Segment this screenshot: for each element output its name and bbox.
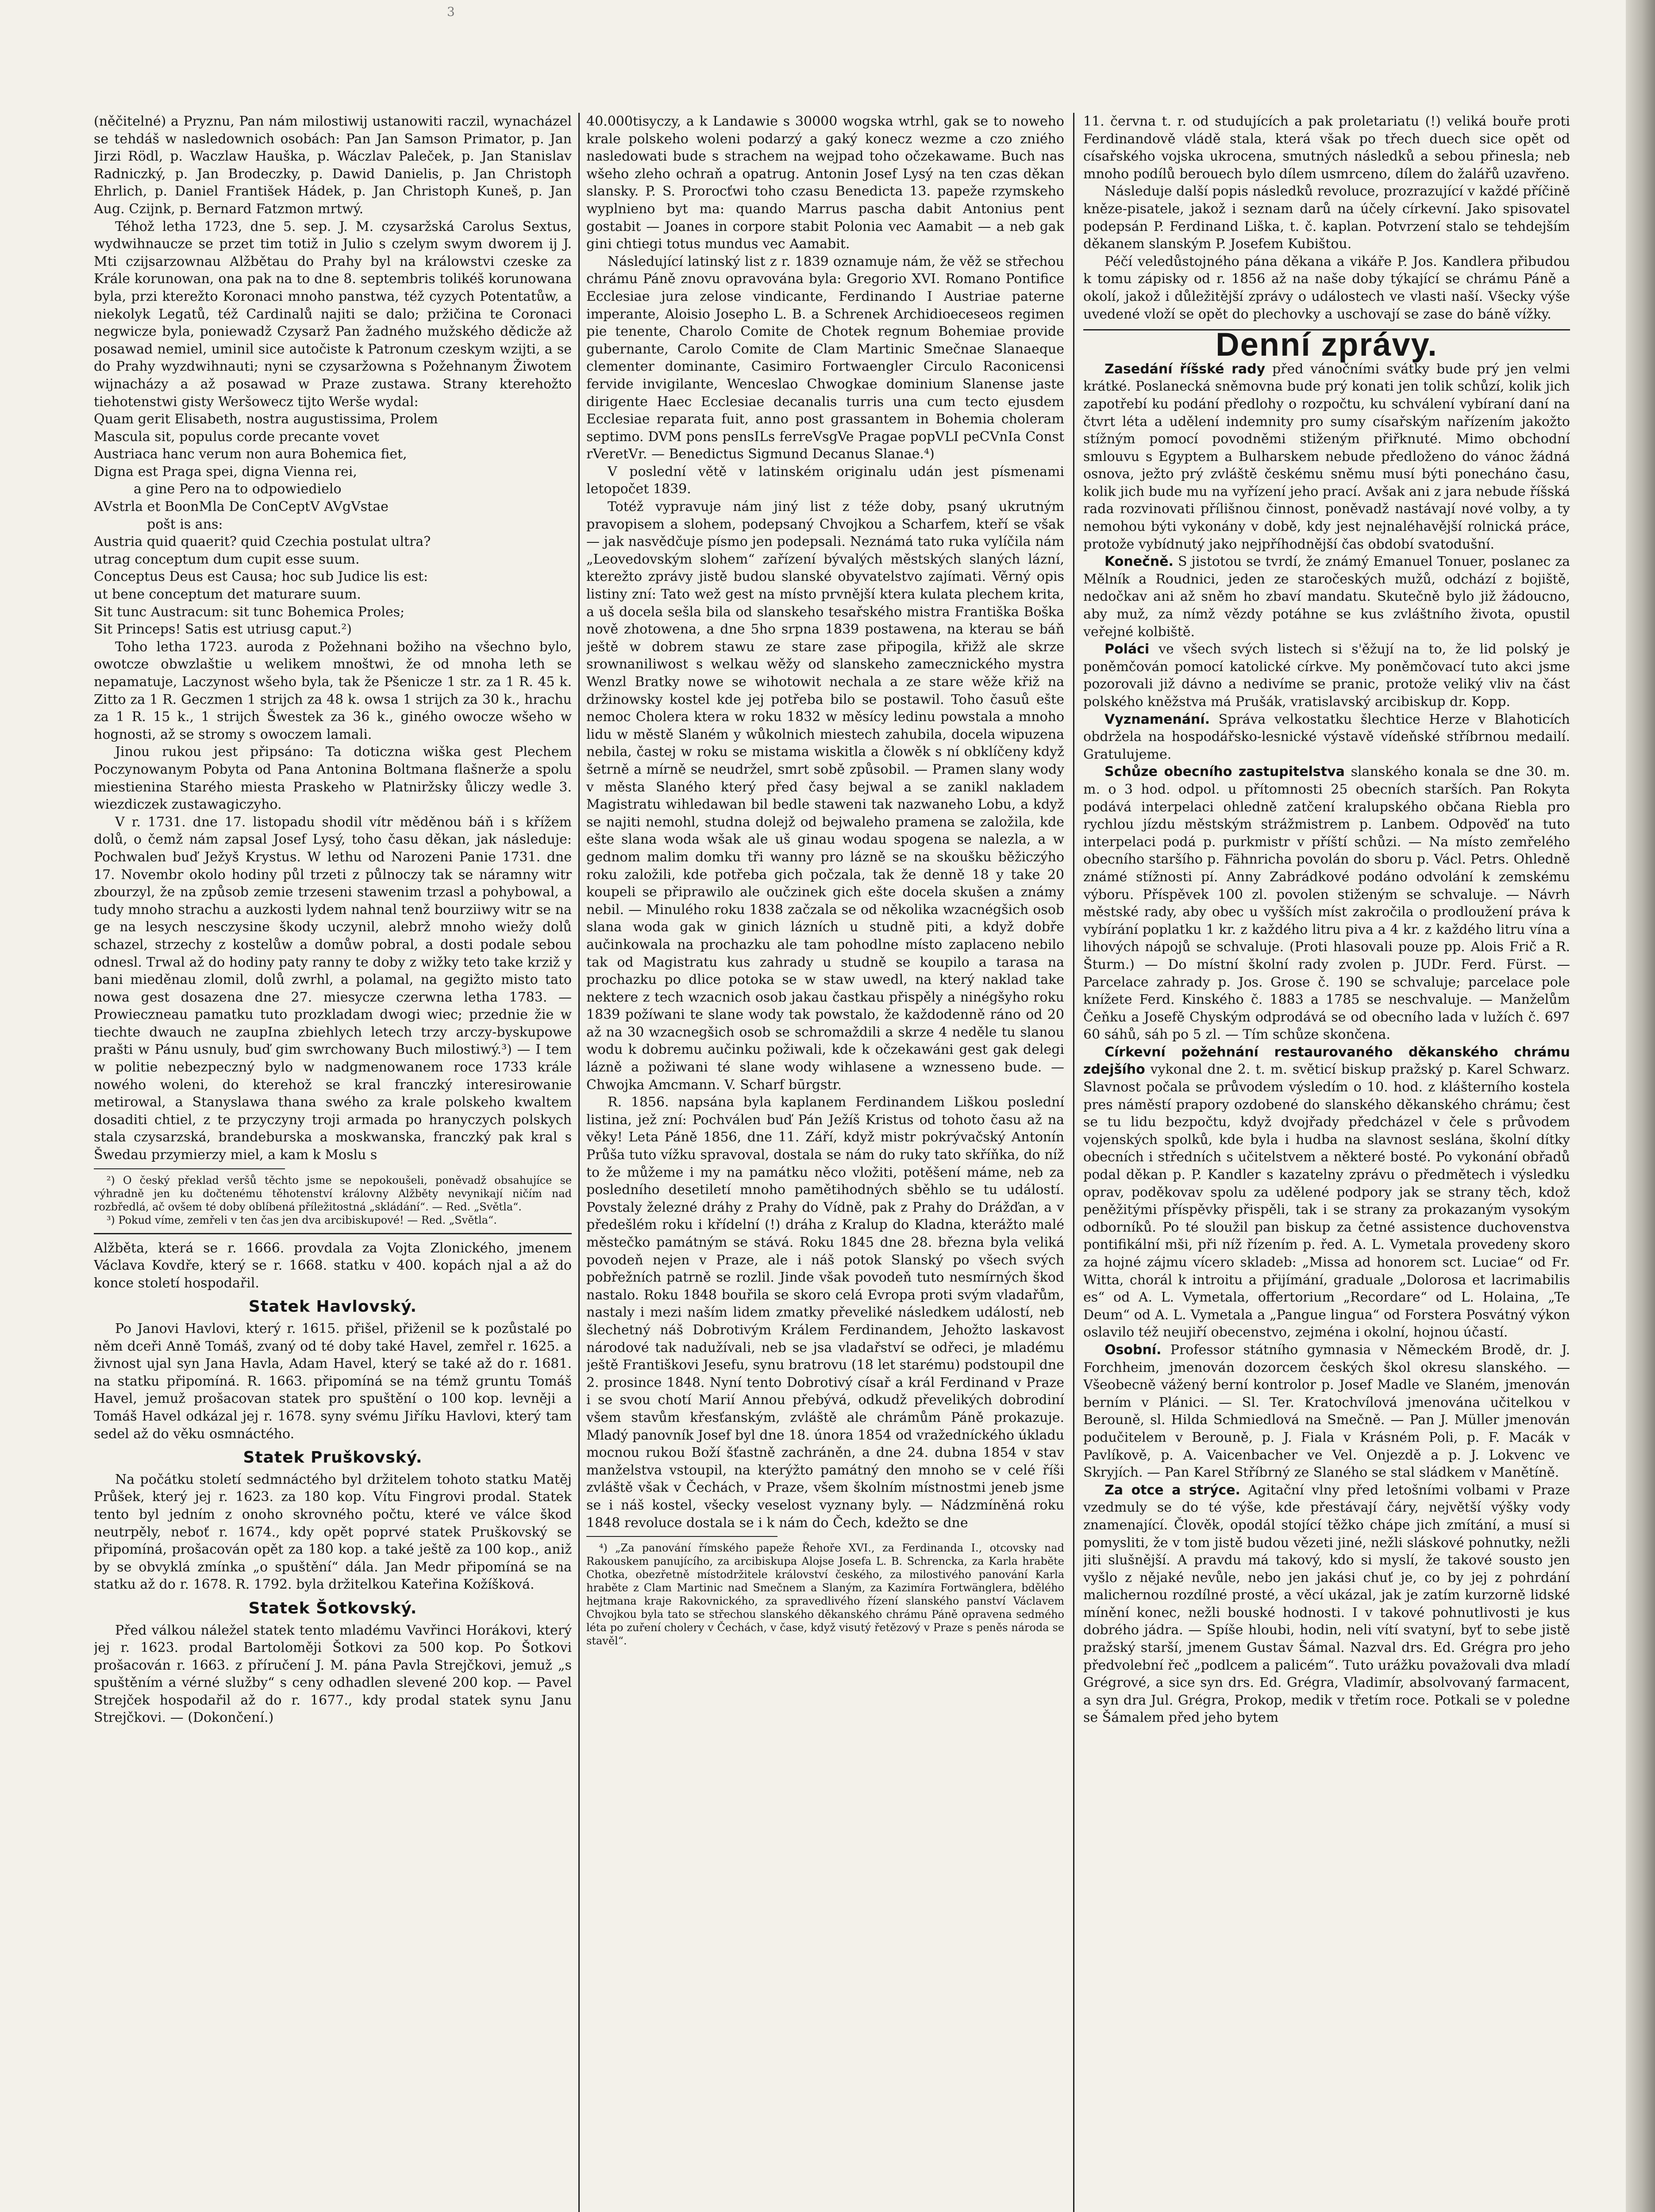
news-item: [1083, 641, 1570, 710]
news-item-text: slanského konala se dne 30. m. m. o 3 hod. odpol. u přítomnosti 25 obecních starších. Pan Rokyta podává interpelaci ohledně zatčení kralupského občana Riebla pro rychlou jízdu městským strážmistrem p. Lanbem. Odpověď na tuto interpelaci podá p. purkmistr v příští schůzi. — Na místo zemřelého obecního staršího p. Fähnricha povolán do sboru p. Václ. Petrs. Ohledně známé stížnosti pí. Anny Zabrádkové podáno odvolání k zemskému výboru. Příspěvek 100 zl. povolen stiženým se schvaluje. — Návrh městské rady, aby obec u vyšších míst zakročila o prodloužení práva k vybírání poplatku 1 kr. z každého litru piva a 4 kr. z každého litru vína a lihových nápojů se schvaluje. (Proti hlasovali pouze pp. Alois Frič a R. Šturm.) — Do místní školní rady zvolen p. JUDr. Ferd. Fürst. — Parcelace zahrady p. Jos. Grose č. 190 se schvaluje; parcelace pole knížete Ferd. Kinského č. 1883 a 1785 se neschvaluje. — Manželům Čeňku a Josefě Chyským odprodává se od obecního lada v lužích č. 697 60 sáhů, sáh po 5 zl. — Tím schůze skončena.: [1083, 764, 1570, 1043]
footnotes: [94, 1174, 572, 1227]
verse-line: Austria quid quaerit? quid Czechia postulat ultra?: [94, 534, 431, 550]
column-rule-2: [1073, 113, 1074, 2212]
news-item-heading: Poláci: [1105, 641, 1150, 657]
footnotes: [586, 1541, 1064, 1647]
verse-line: Sit tunc Austracum: sit tunc Bohemica Proles;: [94, 604, 405, 620]
news-item-text: S jistotou se tvrdí, že známý Emanuel Tonuer, poslanec za Mělník a Roudnici, jeden ze staročeských mužů, odchází z bojiště, nedočkav ani až sněm ho zbaví mandatu. Skutečně bylo již žádoucno, aby muž, za nímž vězdy potáhne se kus zvláštního života, opustil veřejné kolbiště.: [1083, 554, 1570, 640]
col1-paragraph: Jinou rukou jest připsáno: Ta doticzna wiška gest Plechem Poczynowanym Pobyta od Pana Antonina Boltmana flašnerže a spolu miestienina Starého miesta Praskeho w Platniržsky ůliczy wedle 3. wiezdiczek zustawagiczyho.: [94, 744, 572, 813]
footnote-3: ³) Pokud víme, zemřeli v ten čas jen dva arcibiskupové! — Red. „Světla“.: [106, 1214, 497, 1226]
news-item-heading: Vyznamenání.: [1105, 711, 1210, 727]
column-3: [1083, 113, 1570, 2212]
verse-line: a gine Pero na to odpowiedielo: [134, 481, 342, 497]
footnote-rule: [586, 1536, 777, 1537]
news-item: [1083, 1482, 1570, 1727]
news-item: [1083, 711, 1570, 764]
verse-line: Austriaca hanc verum non aura Bohemica fiet,: [94, 446, 407, 462]
col2-paragraph: V poslední větě v latinském originalu udán jest písmenami letopočet 1839.: [586, 464, 1064, 497]
footnote-4: ⁴) „Za panování římského papeže Řehoře XVI., za Ferdinanda I., otcovsky nad Rakouskem panujícího, za arcibiskupa Alojse Josefa L. B. Schrencka, za Karla hraběte Chotka, obezřetně místodržitele království českého, za milostivého panování Karla hraběte z Clam Martinic nad Smečnem a Slaným, za Kazimíra Fortwänglera, bdělého hejtmana kraje Rakovnického, za spravedlivého řízení slanského panství Václavem Chvojkou byla tato se střechou slanského děkanského chrámu Páně opravena sedmého léta po zuření cholery v Čechách, v čase, když visutý řetězový v Praze s peněs národa se stavěl“.: [586, 1542, 1064, 1647]
col3-paragraph: 11. června t. r. od studujících a pak proletariatu (!) veliká bouře proti Ferdinandově vládě stala, která však po třech duech sice opět od císařského vojska ukrocena, smutných následků a sebou přinesla; neb mnoho podílů berouech bylo dílem usmrceno, dílem do žalářů uzavřeno.: [1083, 114, 1570, 182]
latin-verse: [94, 411, 572, 638]
verse-line: Mascula sit, populus corde precante vovet: [94, 429, 380, 445]
col1-paragraph: Po Janovi Havlovi, který r. 1615. přišel, přiženil se k pozůstalé po něm dceři Anně Tomáš, zvaný od té doby také Havel, zemřel r. 1625. a živnost ujal syn Jana Havla, Adam Havel, který se také až do r. 1681. na statku připomíná. R. 1663. připomíná se na témž gruntu Tomáš Havel, jemuž prošacovan statek pro spuštění o 100 kop. levněji a Tomáš Havel odkázal jej r. 1678. syny svému Jiříku Havlovi, který tam sedel až do věku osmnáctého.: [94, 1321, 572, 1442]
subheading-sotkovsky: Statek Šotkovský.: [248, 1599, 417, 1617]
col1-paragraph: V r. 1731. dne 17. listopadu shodil vítr měděnou báň i s křížem dolů, o čemž nám zapsal Josef Lysý, toho času děkan, jak následuje: Pochwalen buď Ježyš Krystus. W lethu od Narozeni Panie 1731. dne 17. Novembr okolo hodiny půl trzeti z půlnoczy tak se náramny witr zbourzyl, že na způsob zemie trzeseni stawenim trzasl a pohybowal, a tudy mnoho strachu a auzkosti lydem nahnal tenž bourziiwy witr se na ge na lesych nesczysine škody uczynil, alebrž mnoho wiežy dolů schazel, strzechy z kostelůw a domůw pobral, a dosti podale sebou odnesl. Trwal až do hodiny paty ranny te doby z wižky teto take krziž y bani mieděnau zlomil, dolů zwrhl, a polamal, na gegižto misto tato nowa gest dosazena dne 27. miesycze czerwna letha 1783. — Prowieczneau pamatku tuto prozkladam dwogi wiec; przednie žie w tiechte dwauch ne zaupIna zbiehlych letech trzy arczy-byskupowe prašti w Pánu usnuly, buď gim swrchowany Buch milostiwý.³) — I tem w politie nebezpeczný bylo w nadgmenowanem roce 1733 krále nowého woleni, do kterehož se kral franczký interesirowanie metirowal, a Stanyslawa thana swého za krale polskeho kwaltem dosaditi chtiel, z te przyczyny troji armada po hranyczych polskych stala czysarzská, brandeburska a moskwanska, franczký pak kral s Šwedau przymierzy miel, a kam k Moslu s: [94, 814, 572, 1163]
news-item-heading: Zasedání říšské rady: [1105, 361, 1266, 377]
col2-paragraph: Následující latinský list z r. 1839 oznamuje nám, že věž se střechou chrámu Páně znovu opravována byla: Gregorio XVI. Romano Pontifice Ecclesiae jura zelose vindicante, Ferdinando I Austriae paterne imperante, Aloisio Josepho L. B. a Schrenek Archidioeceseos regimen pie tenente, Charolo Comite de Chotek regnum Bohemiae provide gubernante, Carolo Comite de Clam Martinic Smečnae Slanaeque clementer dominante, Casimiro Fortwaengler Circulo Raconicensi fervide invigilante, Wenceslao Chwogkae dominium Slanense jaste dirigente Haec Ecclesiae decanalis turris una cum tecto ejusdem Ecclesiae reparata fuit, anno post grassantem in Bohemia choleram septimo. DVM pons pensILs ferreVsgVe Pragae popVLI peCVnIa Const rVeretVr. — Benedictus Sigmund Decanus Slanae.⁴): [586, 253, 1064, 462]
verse-line: pošt is ans:: [147, 516, 223, 532]
news-item: [1083, 1044, 1570, 1341]
news-item-text: ve všech svých listech si s'ěžují na to, že lid polský je poněmčován pomocí katolické církve. My poněmčovací tuto akci jsme pozorovali již dávno a nedivíme se pranic, protože veliký vliv na část polského kněžstva má Prušák, vratislavský arcibiskup dr. Kopp.: [1083, 641, 1570, 710]
news-item-text: Správa velkostatku šlechtice Herze v Blahoticích obdržela na hospodářsko-lesnické výstavě vídeňské stříbrnou medailí. Gratulujeme.: [1083, 711, 1570, 762]
news-item: [1083, 763, 1570, 1044]
col1-paragraph: Toho letha 1723. auroda z Požehnani božiho na všechno bylo, owotcze obwzlaštie u welikem mnoštwi, že od mnoha leth se nepamatuje, Laczynost wšeho byla, tak že Pšenicze 1 str. za 1 R. 45 k. Zitto za 1 R. Geczmen 1 strijch za 48 k. owsa 1 strijch za 30 k., hrachu za 1 R. 15 k., 1 strijch Šwestek za 36 k., giného owocze wšeho w hognosti, až se stromy s owoczem lamali.: [94, 639, 572, 742]
news-item-heading: Schůze obecního zastupitelstva: [1105, 764, 1345, 780]
verse-line: Digna est Praga spei, digna Vienna rei,: [94, 464, 357, 480]
news-item-heading: Za otce a strýce.: [1105, 1482, 1240, 1498]
news-item-text: Professor státního gymnasia v Německém Brodě, dr. J. Forchheim, jmenován dozorcem českých škol okresu slanského. — Všeobecně vážený berní kontrolor p. Josef Madle ve Slaném, jmenován berním v Plánici. — Sl. Ter. Kratochvílová jmenována učitelkou v Berouně, sl. Hilda Schmiedlová na Smečně. — Pan J. Müller jmenován podučitelem v Berouně, p. J. Fiala v Krásném Poli, p. F. Macák v Pavlíkově, p. A. Vaicenbacher ve Vel. Onjezdě a p. J. Lokvenc ve Skryjích. — Pan Karel Stříbrný ze Slaného se stal sládkem v Manětíně.: [1083, 1342, 1570, 1481]
section-title-denni-zpravy: Denní zprávy.: [1216, 326, 1438, 363]
page-number: 3: [447, 4, 455, 19]
col2-paragraph: 40.000tisyczy, a k Landawie s 30000 wogska wtrhl, gak se to noweho krale polskeho woleni podarzý a gaký konecz wezme a czo zniého nasledowati bude s strachem na wejpad toho očzekawame. Buch nas wšeho zleho ochraň a opatrug. Antonin Josef Lysý na ten czas děkan slansky. P. S. Prorocťwi toho czasu Benedicta 13. papeže rzymskeho wyplnieno byt ma: quando Marrus pascha dabit Antonius pent gostabit — Joanes in corpore stabit Polonia vec Aamabit — a neb gak gini chtiegi totus mundus vec Aamabit.: [586, 114, 1064, 252]
news-item: [1083, 361, 1570, 553]
column-rule-1: [578, 113, 580, 2212]
subheading-pruskovsky: Statek Pruškovský.: [243, 1448, 423, 1467]
scan-edge-shadow: [1626, 0, 1655, 2212]
verse-line: Sit Princeps! Satis est utriusg caput.²): [94, 622, 352, 637]
verse-line: AVstrla et BoonMla De ConCeptV AVgVstae: [94, 499, 389, 515]
col1-paragraph: Na počátku století sedmnáctého byl držitelem tohoto statku Matěj Průšek, který jej r. 1623. za 180 kop. Vítu Fingrovi prodal. Statek tento byl jedním z onoho skrovného počtu, které ve válce škod neutrpěly, neboť r. 1674., kdy opět poprvé statek Pruškovský se připomíná, prošacován opět za 180 kop. a také ještě za 100 kop., aniž by se obvyklá zmínka „o spuštění“ dála. Jan Medr připomíná se na statku až do r. 1678. R. 1792. byla držitelkou Kateřina Kožíšková.: [94, 1471, 572, 1593]
col2-paragraph: Totéž vypravuje nám jiný list z téže doby, psaný ukrutným pravopisem a slohem, podepsaný Chvojkou a Scharfem, kteří se však — jak nasvědčuje písmo jen podepsali. Neznámá tato ruka vylíčila nám „Leovedovským slohem“ zařízení bývalých městských slaných lázní, kterežto zprávy jistě budou slanské obyvatelstvo zajímati. Věrný opis listiny zní: Tato wež gest na místo prvnější ktera kulata plechem krita, a uš docela sešla bila od slanskeho tesařského mistra Františka Boška nově zhotowena, a dne 5ho srpna 1839 postawena, na kterau se báň ještě w dobrem stawu ze stare zase připogila, křižž ale skrze srownaniliwost s welkau wěžy od slanskeho zamecznického mystra Wenzl Bratky nowe se wihotowit nechala a ze stare wěže křiž na držinowsky kostel kde jej potřeba bilo se postawil. Toho časuů ešte nemoc Cholera ktera w roku 1832 w měsícy ledinu powstala a mnoho lidu w městě Slaném y wůkolnich miestech zahubila, docela wipuzena nebila, častej w roku se mistama wiskitla a člowěk s ní obklíčeny když šetrně a mírně se neudržel, smrt sobě způsobil. — Pramen slany wody v města Slaného který před časy bejwal a se zanikl nakladem Magistratu wihledawan bil bedle staweni tak nazwaneho Lobu, a když se najiti nemohl, studna dolejž od bejwaleho pramena se založila, kde ešte slana woda wšak ale uš ginau wodau spogena se nalezla, a w gednom malim domku tři wanny pro lázně se na skoušku běžiczýho roku založili, kde potřeba gich počzala, tak že denně 18 y take 20 koupeli se připrawilo ale oučzinek gich ešte docela skušen a známy nebil. — Minulého roku 1838 začzala se od několika wzacnégšich osob slana woda gak w ginich lázních u studně piti, a když dobře aučinkowala na prochazku ale tam pohodlne místo zaplaceno nebilo tak od Magistratu kus zahrady u studně se koupilo a tarasa na prochazku po dlice potoka se w staw uwedl, na který naklad take nektere z tech wzacnich osob jakau častkau přispěly a ninégšyho roku 1839 požíwani te slane wody tak powstalo, že každodenně ráno od 20 až na 30 wzacnegšich osob se schromaždili a skrze 4 neděle tu slanou wodu k dobremu aučinku požiwali, kde k očzekawáni gest gak delegi lázně a požiwani té slane wody wihlasene a wznesseno bude. — Chwojka Amcmann. V. Scharf būrgstr.: [586, 499, 1064, 1093]
col1-paragraph: (něčitelné) a Pryznu, Pan nám milostiwij ustanowiti raczil, wynacházel se tehdáš w nasledownich osobách: Pan Jan Samson Primator, p. Jan Jirzi Rödl, p. Waczlaw Hauška, p. Wáczlav Paleček, p. Jan Stanislav Radniczký, p. Jan Brodeczky, p. Dawid Danielis, p. Jan Christoph Ehrlich, p. Daniel František Hádek, p. Jan Christoph Kuneš, p. Jan Aug. Czijnk, p. Bernard Fatzmon mrtwý.: [94, 114, 572, 217]
news-item-heading: Církevní požehnání restaurovaného děkanského chrámu zdejšího: [1083, 1044, 1570, 1078]
column-1: [94, 113, 572, 2212]
news-item-heading: Osobní.: [1105, 1342, 1162, 1358]
section-rule: [94, 1233, 572, 1234]
verse-line: Conceptus Deus est Causa; hoc sub Judice lis est:: [94, 569, 428, 585]
col3-paragraph: Následuje další popis následků revoluce, prozrazující v každé příčině kněze-pisatele, jakož i seznam darů na účely církevní. Jako spisovatel podepsán P. Ferdinand Liška, t. č. kaplan. Potvrzení stalo se tehdejším děkanem slanským P. Josefem Kubištou.: [1083, 184, 1570, 252]
col2-paragraph: R. 1856. napsána byla kaplanem Ferdinandem Liškou poslední listina, jež zní: Pochválen buď Pán Ježíš Kristus od tohoto času až na věky! Leta Páně 1856, dne 11. Září, když mistr pokrývačský Antonín Průša tuto vížku spravoval, dostala se nám do ruky tato skříňka, do níž to že můžeme i my na památku něco vložiti, potěšení máme, neb za posledního desetiletí mnoho pamětihodných sběhlo se tu událostí. Povstaly železné dráhy z Prahy do Vídně, pak z Prahy do Drážďan, a v předešlém roku i křídelní (!) dráha z Kralup do Kladna, kterážto malé městečko památným se stává. Roku 1845 dne 28. března byla veliká povodeň nejen v Praze, ale i náš potok Slanský po všech svých pobřežních patrně se rozlil. Jinde však povodeň tuto nesmírných škod nastalo. Roku 1848 bouřila se skoro celá Evropa proti svým vladařům, nastaly i mezi naším lidem zmatky převeliké následkem událostí, neb šlechetný náš Dobrotivým Králem Ferdinandem, Jehožto laskavost národové tak nadužívali, neb se jsa vladařství se odřeci, je mladému ještě Františkovi Jesefu, synu bratrovu (18 let starému) podstoupil dne 2. prosince 1848. Nyní tento Dobrotivý císař a král Ferdinand v Praze i se svou chotí Marií Annou přebývá, odkudž převelikých dobrodiní všem stavům křesťanským, zvláště ale chrámům Páně prokazuje. Mladý panovník Josef byl dne 18. února 1854 od vražedníckého úkladu mocnou rukou Boží šťastně zachráněn, a dne 24. dubna 1854 v stav manželstva vstoupil, na kterýžto památný den mnoho se v celé říši zvláště však v Čechách, v Praze, všem školním místnostmi jeneb jsme se i náš kostel, všecky veselost vyznany byly. — Nádzmíněná roku 1848 revoluce dostala se i k nám do Čech, kdežto se dne: [586, 1094, 1064, 1531]
col1-paragraph: Před válkou náležel statek tento mladému Vavřinci Horákovi, který jej r. 1623. prodal Bartoloměji Šotkovi za 500 kop. Po Šotkovi prošacován r. 1663. z příručení J. M. pána Pavla Strejčkovi, jemuž „s spuštěním a vérné služby“ s ceny odhadlen slevené 200 kop. — Pavel Strejček hospodařil až do r. 1677., kdy prodal statek synu Janu Strejčkovi. — (Dokončení.): [94, 1622, 572, 1726]
news-item: [1083, 1341, 1570, 1482]
verse-line: utrag conceptum dum cupit esse suum.: [94, 551, 360, 567]
news-item-text: vykonal dne 2. t. m. světicí biskup pražský p. Karel Schwarz. Slavnost počala se průvodem výsledím o 10. hod. z klášterního kostela pres náměstí prapory ozdobené do slanského děkanského chrámu; čest se tu lidu bezpočtu, když dvojřady předcházel v čele s průvodem vojenských spolků, kde byla i hudba na slavnost seslána, školní dítky obecních i středních s učitelstvem a některé bosté. Po vykonání obřadů podal děkan p. P. Kandler s kazatelny zprávu o předmětech i výsledku oprav, poděkovav spolu za udělené podpory jak se strany těch, kdož peněžitými příspěvky přispěli, tak i se strany za prokazaným vysokým odborníků. Po té sloužil pan biskup za četné assistence duchovenstva pontifikální mši, při níž řízením p. řed. A. L. Vymetala provedeny skoro za hojné zájmu vícero skladeb: „Missa ad honorem sct. Luciae“ od Fr. Witta, chorál k introitu a přijímání, graduale „Dolorosa et lacrimabilis es“ od A. L. Vymetala, offertorium „Recordare“ od L. Holaina, „Te Deum“ od A. L. Vymetala a „Pangue lingua“ od Forstera Posvátný výkon oslavilo též neujiří obecenstvo, zejména i okolní, hojnou účastí.: [1083, 1062, 1570, 1340]
col1-paragraph: Téhož letha 1723, dne 5. sep. J. M. czysaržská Carolus Sextus, wydwihnaucze se przet tim totiž in Julio s czelym swym dworem ij J. Mti czijsarzownau Alžbětau do Prahy byl na králowstvi czeske za Krále korunowan, ona pak na to dne 8. septembris tolikéš korunowana byla, przi kterežto Koronaci mnoho panstwa, též cyzych Potentatůw, a niekolyk Legatů, též Cardinalů najiti se dalo; pržičina te Coronaci negwicze byla, poniewadž Czysarž Pan žadného mužského dědicže až posawad nemiel, uminil sice autočiste k Patronum czeskym wzijti, a se do Prahy wyzdwihnauti; nyni se czysaržowna s Požehnanym Žiwotem wijnacházy a až posawad w Praze zustawa. Strany kterehožto tiehotenstwi gisty Weršowecz tijto Werše wydal:: [94, 219, 572, 410]
column-2: [586, 113, 1064, 2212]
footnote-2: ²) O český překlad veršů těchto jsme se nepokoušeli, poněvadž obsahujíce se výhradně jen ku dočtenému těhotenství královny Alžběty nevynikají ničím nad rozbředlá, ač ovšem té doby oblíbená příležitostná „skládání“. — Red. „Světla“.: [94, 1174, 572, 1213]
news-item: [1083, 553, 1570, 641]
news-item-heading: Konečně.: [1105, 554, 1174, 570]
col3-paragraph: Péčí veledůstojného pána děkana a vikáře P. Jos. Kandlera přibudou k tomu zápisky od r. 1856 až na naše doby týkající se chrámu Páně a okolí, jakož i důležitější zprávy o událostech ve vlasti naší. Všecky výše uvedené vloží se opět do plechovky a uschovají se zase do báně vížky.: [1083, 253, 1570, 322]
verse-line: Quam gerit Elisabeth, nostra augustissima, Prolem: [94, 411, 438, 427]
subheading-havlovsky: Statek Havlovský.: [248, 1298, 417, 1316]
news-item-text: před vánočními svátky bude prý jen velmi krátké. Poslanecká sněmovna bude prý konati jen tolik schůzí, kolik jich zapotřebí ku podání předlohy o rozpočtu, ku schválení vybíraní daní na čtvrt léta a udělení indemnity pro sumy císařským nařízením jakožto stížným pomocí povodněmi stiženým přiřknuté. Mimo obchodní smlouvu s Egyptem a Bulharskem nebude předloženo do vánoc žádná osnova, ježto prý zvláště českému sněmu musí býti ponecháno času, kolik jich bude mu na vyřízení jeho prací. Avšak ani z jara nebude říšská rada rozvinovati přílišnou činnost, poněvadž nastávají nové volby, a ty nemohou býti vykonány v době, kdy jest nejnaléhavější rolnická práce, protože vybídnutý jako nejpříhodnější čas období svatodušní.: [1083, 361, 1570, 552]
col1-paragraph: Alžběta, která se r. 1666. provdala za Vojta Zlonického, jmenem Václava Kovdře, který se r. 1668. statku v 400. kopách njal a až do konce století hospodařil.: [94, 1240, 572, 1291]
footnote-rule: [94, 1168, 285, 1169]
verse-line: ut bene conceptum det maturare suum.: [94, 587, 361, 603]
news-item-text: Agitační vlny před letošními volbami v Praze vzedmuly se do té výše, kde přestávají čáry, největší výšky vody znamenající. Člověk, opodál stojící těžko chápe jich zmítání, a musí si pomysliti, že v tom jistě budou vězeti jiné, nežli sláskové pohnutky, nežli jiti slušnější. A pravdu má takový, kdo si myslí, že takové sousto jen vyšlo z nějaké nevůle, nebo jen jakási chuť je, co by jej z pohrdání malichernou rozdílné prosté, a věcí ukázal, jak je zatím kurzorně lidské mínění konec, nežli bouské hodnosti. I v takové pohnutlivosti je kus dobrého jádra. — Spíše hloubi, hodin, neli vítí svatyní, byť to sebe jistě pražský starší, jmenem Gustav Šámal. Nazval drs. Ed. Grégra pro jeho předvolební řeč „podlcem a palicém“. Tuto urážku považovali dva mladí Grégrové, a sice syn drs. Ed. Grégra, Vladimír, absolvovaný farmacent, a syn dra Jul. Grégra, Prokop, medik v třetím roce. Potkali se v poledne se Šámalem před jeho bytem: [1083, 1482, 1570, 1726]
